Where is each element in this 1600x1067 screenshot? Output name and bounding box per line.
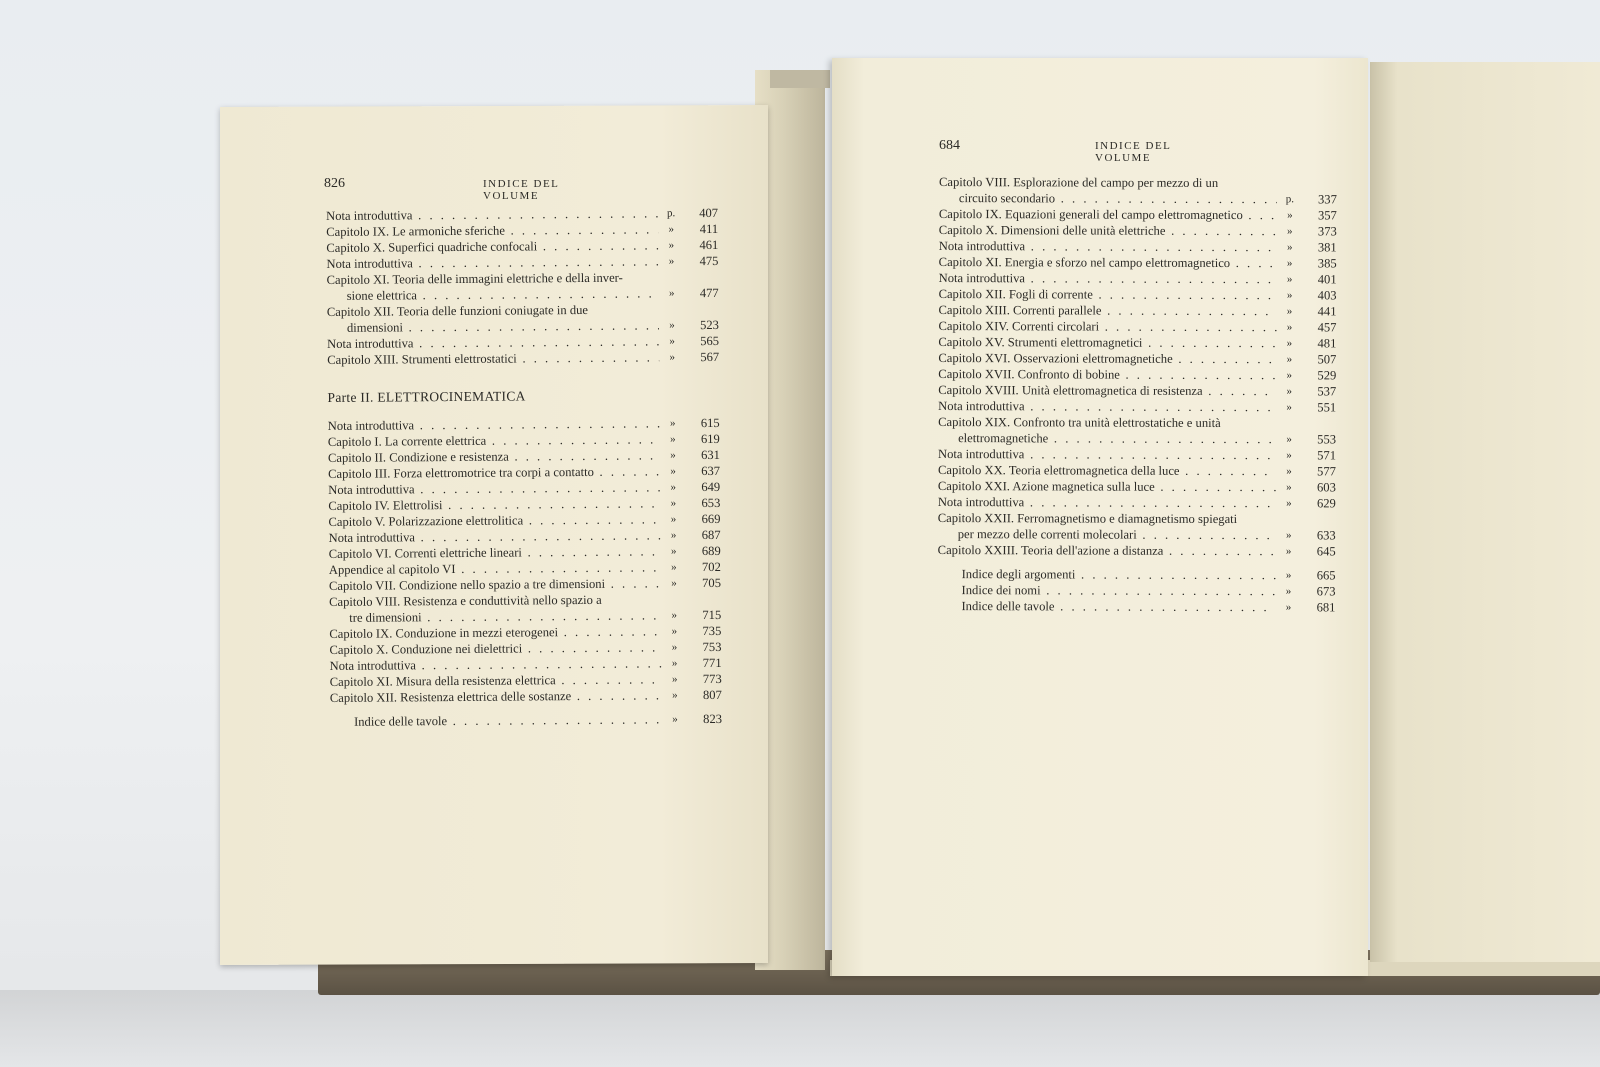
toc-page-number: 475 — [699, 253, 719, 269]
toc-entry — [938, 382, 1336, 399]
toc-entry-label: Indice delle tavole . . . — [354, 711, 662, 729]
left-toc-bottom-list — [328, 415, 722, 706]
toc-entry-label: Capitolo XVIII. Unità elettromagnetica di resistenza . . . — [938, 382, 1276, 399]
toc-entry-label: Capitolo X. Dimensioni delle unità elettriche . . . — [939, 222, 1277, 239]
toc-page-number: 665 — [1316, 568, 1336, 583]
toc-page-number: 669 — [701, 511, 721, 527]
toc-entry-label: Capitolo IX. Conduzione in mezzi eterogenei . . . — [329, 623, 661, 642]
toc-page-number: 407 — [699, 205, 719, 221]
toc-page-number: 823 — [703, 711, 723, 727]
left-toc-top-list — [326, 205, 719, 368]
toc-page-marker: » — [669, 335, 675, 348]
toc-page-number: 633 — [1316, 528, 1336, 543]
toc-entry — [939, 206, 1337, 223]
toc-entry — [938, 542, 1336, 559]
toc-page-marker: » — [1286, 481, 1292, 494]
toc-entry-label: Capitolo III. Forza elettromotrice tra corpi a contatto . . . — [328, 463, 660, 482]
toc-entry-label: Capitolo X. Superfici quadriche confocali . . . — [326, 237, 658, 256]
toc-entry — [938, 462, 1336, 479]
toc-page-marker: » — [670, 465, 676, 478]
toc-page-number: 381 — [1317, 240, 1337, 255]
toc-entry-label: Indice delle tavole . . . — [961, 598, 1275, 615]
toc-entry — [939, 286, 1337, 303]
toc-page-marker: » — [670, 497, 677, 510]
toc-page-marker: » — [1286, 257, 1293, 270]
toc-entry-label: Capitolo X. Conduzione nei dielettrici . . . — [329, 639, 661, 658]
toc-page-number: 771 — [702, 655, 722, 671]
toc-page-marker: » — [1285, 601, 1292, 614]
toc-entry — [939, 238, 1337, 255]
toc-page-number: 385 — [1317, 256, 1337, 271]
toc-page-number: 637 — [701, 463, 721, 479]
toc-entry-continuation: sione elettrica . . . — [327, 285, 659, 304]
toc-page-number: 735 — [702, 623, 722, 639]
toc-page-marker: » — [670, 449, 676, 462]
toc-page-marker: » — [1286, 273, 1293, 286]
toc-page-marker: » — [1285, 585, 1292, 598]
toc-entry-label: Capitolo XIV. Correnti circolari . . . — [938, 318, 1276, 335]
toc-page-number: 631 — [701, 447, 721, 463]
toc-entry-label: Capitolo XXI. Azione magnetica sulla luce . . . — [938, 478, 1276, 495]
toc-page-marker: p. — [1285, 193, 1295, 206]
section-title-text: Parte II. ELETTROCINEMATICA — [327, 388, 526, 405]
toc-entry-label: Capitolo XXII. Ferromagnetismo e diamagnetismo spiegati — [937, 510, 1238, 527]
toc-entry-line — [938, 510, 1336, 527]
toc-page-marker: » — [1286, 385, 1293, 398]
toc-entry-line — [939, 174, 1337, 191]
toc-page-number: 629 — [1316, 496, 1336, 511]
toc-page-number: 615 — [700, 415, 720, 431]
toc-entry-label: Capitolo IX. Le armoniche sferiche . . . — [326, 221, 658, 240]
toc-page-number: 477 — [699, 285, 719, 301]
toc-page-marker: » — [1287, 225, 1293, 238]
toc-page-marker: » — [1286, 337, 1293, 350]
toc-page-marker: » — [671, 625, 678, 638]
toc-entry — [938, 446, 1336, 463]
left-page-number: 826 — [324, 176, 345, 191]
left-table-of-contents — [326, 205, 722, 730]
toc-entry-label: Indice degli argomenti . . . — [962, 566, 1276, 583]
toc-page-marker: » — [671, 609, 678, 622]
toc-page-marker: » — [670, 529, 677, 542]
right-running-head — [939, 138, 1209, 164]
toc-page-number: 523 — [699, 317, 719, 333]
toc-entry-label: Capitolo XII. Resistenza elettrica delle sostanze . . . — [330, 687, 662, 706]
toc-page-marker: » — [1286, 401, 1292, 414]
far-right-page — [1370, 62, 1600, 962]
toc-page-number: 645 — [1316, 544, 1336, 559]
toc-entry-label: Capitolo VII. Condizione nello spazio a tre dimensioni . . . — [329, 575, 661, 594]
toc-entry — [939, 254, 1337, 271]
toc-page-marker: » — [672, 689, 678, 702]
section-title — [327, 387, 719, 406]
toc-page-number: 603 — [1316, 480, 1336, 495]
toc-page-number: 551 — [1317, 400, 1337, 415]
toc-entry-label: Capitolo II. Condizione e resistenza . . . — [328, 447, 660, 466]
toc-page-marker: » — [671, 561, 677, 574]
toc-page-number: 507 — [1317, 352, 1337, 367]
toc-entry-label: Nota introduttiva . . . — [328, 415, 660, 434]
right-toc-index-list — [937, 566, 1335, 615]
toc-page-number: 373 — [1317, 224, 1337, 239]
toc-page-number: 481 — [1317, 336, 1337, 351]
toc-entry-label: Capitolo I. La corrente elettrica . . . — [328, 431, 660, 450]
toc-page-number: 357 — [1317, 208, 1337, 223]
toc-page-marker: » — [1286, 433, 1292, 446]
table-shadow — [0, 990, 1600, 1067]
toc-entry-label: Capitolo VIII. Resistenza e conduttività nello spazio a — [329, 592, 602, 609]
toc-page-number: 411 — [699, 221, 719, 237]
toc-page-marker: » — [1287, 209, 1293, 222]
toc-page-marker: » — [670, 433, 676, 446]
toc-entry-label: Capitolo VI. Correnti elettriche lineari . . . — [329, 543, 661, 562]
toc-page-number: 653 — [701, 495, 721, 511]
toc-page-number: 461 — [699, 237, 719, 253]
right-toc-list — [938, 174, 1337, 559]
toc-entry-line — [938, 414, 1336, 431]
toc-entry-label: Capitolo XIX. Confronto tra unità elettrostatiche e unità — [938, 414, 1221, 430]
toc-page-marker: » — [1286, 241, 1293, 254]
toc-entry-label: Capitolo XX. Teoria elettromagnetica della luce . . . — [938, 462, 1276, 479]
toc-page-number: 702 — [701, 559, 721, 575]
toc-entry-continuation: elettromagnetiche . . . — [938, 430, 1276, 447]
toc-entry-label: Nota introduttiva . . . — [330, 655, 662, 674]
toc-entry-continuation: dimensioni . . . — [327, 317, 659, 336]
toc-page-marker: » — [1286, 289, 1293, 302]
toc-entry — [938, 430, 1336, 447]
toc-entry-label: Capitolo XIII. Correnti parallele . . . — [938, 302, 1276, 319]
left-running-head — [324, 176, 574, 202]
toc-page-number: 577 — [1317, 464, 1336, 479]
toc-entry-label: Capitolo XII. Fogli di corrente . . . — [939, 286, 1277, 303]
toc-entry — [938, 302, 1336, 319]
toc-entry-continuation: per mezzo delle correnti molecolari . . . — [938, 526, 1276, 543]
toc-page-marker: » — [672, 713, 678, 726]
toc-page-marker: » — [671, 673, 678, 686]
toc-entry-label: Nota introduttiva . . . — [938, 398, 1276, 415]
toc-entry-label: Nota introduttiva . . . — [327, 333, 659, 352]
toc-entry — [939, 190, 1337, 207]
toc-page-marker: » — [669, 319, 675, 332]
toc-page-marker: » — [670, 481, 677, 494]
toc-entry — [961, 598, 1335, 615]
toc-page-marker: » — [668, 255, 675, 268]
toc-entry-label: Nota introduttiva . . . — [328, 479, 660, 498]
toc-page-marker: » — [669, 351, 675, 364]
toc-page-number: 553 — [1317, 432, 1337, 447]
toc-entry-label: Nota introduttiva . . . — [939, 270, 1277, 287]
toc-entry-label: Capitolo V. Polarizzazione elettrolitica . . . — [328, 511, 660, 530]
toc-page-marker: » — [1286, 449, 1292, 462]
toc-entry-label: Capitolo IV. Elettrolisi . . . — [328, 495, 660, 514]
toc-entry-label: Nota introduttiva . . . — [326, 205, 658, 224]
toc-entry-label: Capitolo IX. Equazioni generali del campo elettromagnetico . . . — [939, 206, 1277, 223]
toc-entry — [939, 270, 1337, 287]
toc-page-number: 807 — [702, 687, 722, 703]
toc-entry — [938, 334, 1336, 351]
toc-page-number: 567 — [700, 349, 720, 365]
right-table-of-contents — [937, 174, 1337, 615]
toc-entry-label: Capitolo XIII. Strumenti elettrostatici . . . — [327, 349, 659, 368]
toc-entry-label: Capitolo XXIII. Teoria dell'azione a distanza . . . — [938, 542, 1276, 559]
toc-page-marker: » — [671, 641, 678, 654]
toc-page-marker: » — [1286, 465, 1292, 478]
toc-page-number: 537 — [1317, 384, 1337, 399]
toc-page-marker: » — [668, 239, 675, 252]
toc-page-number: 649 — [701, 479, 721, 495]
right-page-number: 684 — [939, 138, 960, 153]
toc-page-marker: » — [669, 417, 676, 430]
toc-entry-label: Capitolo XI. Energia e sforzo nel campo elettromagnetico . . . — [939, 254, 1277, 271]
toc-entry — [327, 349, 719, 368]
toc-entry-label: Nota introduttiva . . . — [326, 253, 658, 272]
toc-entry-label: Appendice al capitolo VI . . . — [329, 559, 661, 578]
toc-entry — [354, 711, 722, 730]
toc-page-number: 681 — [1316, 600, 1336, 615]
right-running-title: INDICE DEL VOLUME — [1095, 140, 1171, 164]
toc-entry — [938, 318, 1336, 335]
toc-page-number: 773 — [702, 671, 722, 687]
toc-page-number: 401 — [1317, 272, 1337, 287]
toc-entry-label: Nota introduttiva . . . — [329, 527, 661, 546]
toc-entry — [330, 687, 722, 706]
toc-entry-label: Capitolo XVI. Osservazioni elettromagnetiche . . . — [938, 350, 1276, 367]
toc-entry — [962, 566, 1336, 583]
toc-page-marker: » — [668, 287, 675, 300]
toc-entry-label: Capitolo XI. Teoria delle immagini elettriche e della inver- — [326, 270, 623, 287]
toc-page-marker: » — [1286, 369, 1293, 382]
left-toc-index-list — [330, 711, 722, 730]
toc-page-number: 689 — [701, 543, 721, 559]
toc-page-number: 705 — [702, 575, 722, 591]
toc-entry — [962, 582, 1336, 599]
toc-page-number: 687 — [701, 527, 721, 543]
toc-page-number: 753 — [702, 639, 722, 655]
toc-entry-label: Capitolo XV. Strumenti elettromagnetici . . . — [938, 334, 1276, 351]
toc-entry-label: Nota introduttiva . . . — [939, 238, 1277, 255]
toc-entry — [938, 494, 1336, 511]
toc-page-marker: p. — [666, 207, 676, 220]
toc-page-number: 715 — [702, 607, 722, 623]
toc-page-marker: » — [1285, 529, 1292, 542]
toc-page-marker: » — [1285, 545, 1292, 558]
toc-entry-label: Indice dei nomi . . . — [962, 582, 1276, 599]
toc-page-marker: » — [1285, 569, 1292, 582]
toc-entry-label: Capitolo XI. Misura della resistenza elettrica . . . — [330, 671, 662, 690]
toc-entry-label: Capitolo XII. Teoria delle funzioni coniugate in due — [326, 302, 589, 319]
toc-entry-label: Nota introduttiva . . . — [938, 494, 1276, 511]
toc-page-marker: » — [1286, 321, 1293, 334]
toc-entry — [938, 526, 1336, 543]
toc-page-number: 337 — [1317, 192, 1337, 207]
toc-page-marker: » — [1286, 305, 1293, 318]
toc-page-marker: » — [670, 513, 677, 526]
toc-page-number: 441 — [1317, 304, 1337, 319]
toc-entry — [939, 222, 1337, 239]
left-running-title: INDICE DEL VOLUME — [483, 178, 559, 202]
toc-entry — [938, 478, 1336, 495]
book-spine-top — [770, 70, 830, 88]
toc-entry-label: Nota introduttiva . . . — [938, 446, 1276, 463]
toc-page-marker: » — [671, 577, 677, 590]
toc-entry-label: Capitolo XVII. Confronto di bobine . . . — [938, 366, 1276, 383]
toc-page-number: 529 — [1317, 368, 1337, 383]
toc-page-marker: » — [671, 657, 678, 670]
toc-entry — [938, 366, 1336, 383]
toc-page-number: 673 — [1316, 584, 1336, 599]
toc-page-marker: » — [668, 223, 674, 236]
toc-entry-label: Capitolo VIII. Esplorazione del campo per mezzo di un — [938, 175, 1219, 190]
toc-page-number: 403 — [1317, 288, 1337, 303]
toc-page-marker: » — [1286, 353, 1293, 366]
toc-page-number: 565 — [700, 333, 720, 349]
toc-page-marker: » — [1286, 497, 1292, 510]
toc-page-number: 457 — [1317, 320, 1337, 335]
toc-entry — [938, 350, 1336, 367]
toc-page-number: 571 — [1317, 448, 1337, 463]
toc-entry-continuation: circuito secondario . . . — [939, 190, 1277, 207]
toc-entry-continuation: tre dimensioni . . . — [329, 607, 661, 626]
toc-entry — [938, 398, 1336, 415]
toc-page-marker: » — [670, 545, 677, 558]
toc-page-number: 619 — [700, 431, 720, 447]
